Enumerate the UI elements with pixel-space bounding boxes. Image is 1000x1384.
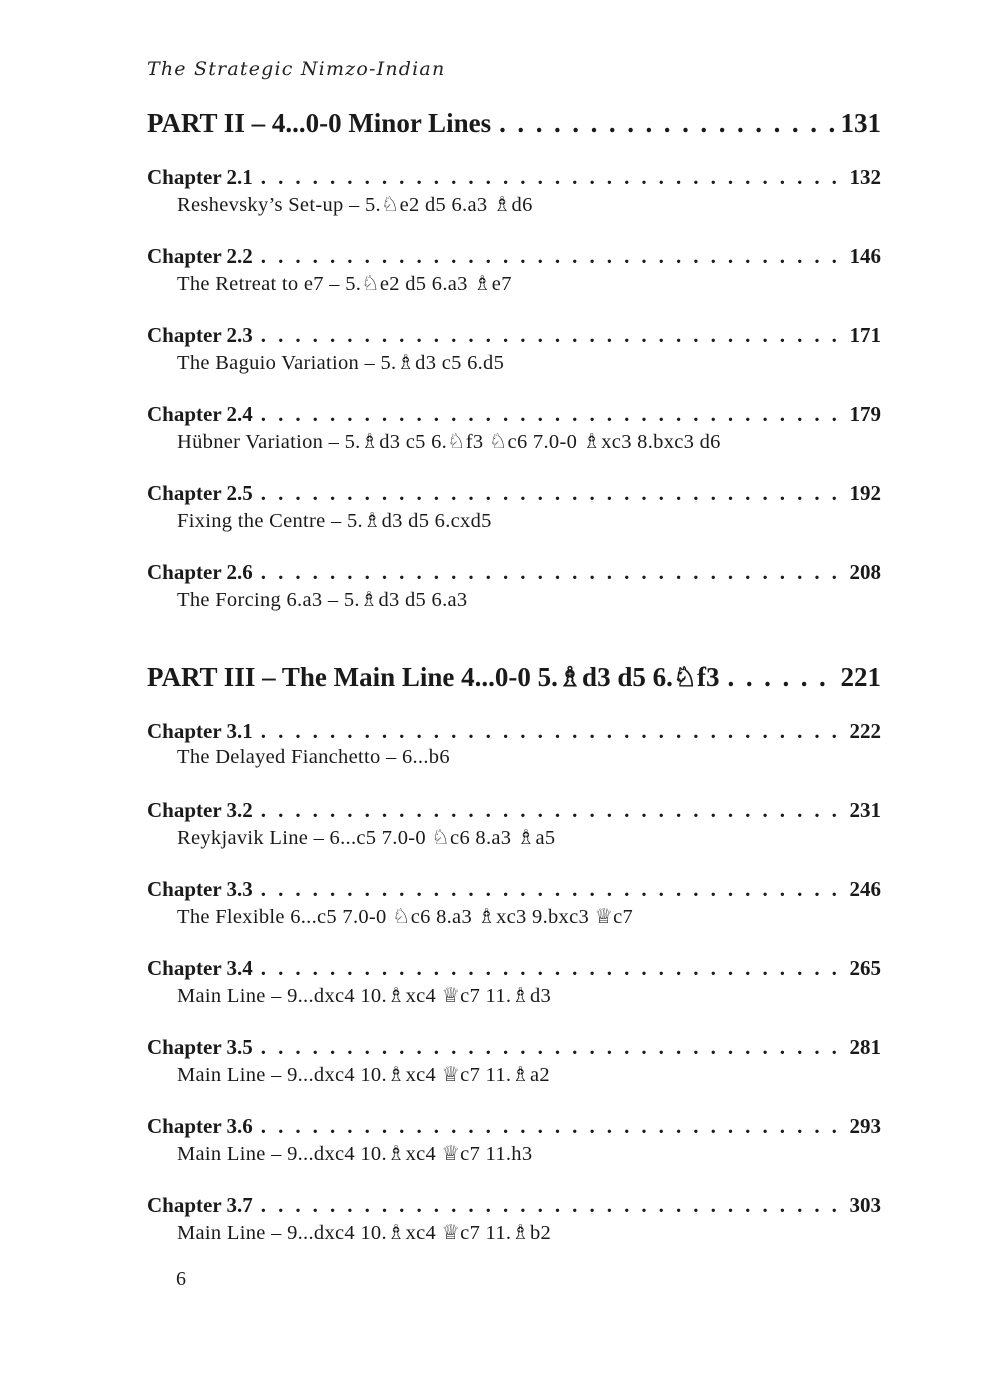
dot-leader (261, 1114, 844, 1139)
chapter-label: Chapter 3.2 (147, 798, 253, 822)
dot-leader (261, 402, 844, 427)
chapter-page: 303 (849, 1193, 881, 1217)
chapter-label: Chapter 2.4 (147, 402, 253, 426)
chapter-label: Chapter 3.7 (147, 1193, 253, 1217)
dot-leader (261, 560, 844, 585)
toc-entry-chapter-3-1[interactable] (147, 719, 881, 769)
chapter-label: Chapter 2.5 (147, 481, 253, 505)
chapter-page: 222 (849, 719, 881, 743)
toc-entry-chapter-3-3[interactable] (147, 877, 881, 929)
toc-entry-chapter-3-2[interactable] (147, 798, 881, 850)
chapter-page: 171 (849, 323, 881, 347)
dot-leader (261, 719, 844, 744)
chapter-page: 179 (849, 402, 881, 426)
chapter-page: 281 (849, 1035, 881, 1059)
running-head: The Strategic Nimzo-Indian (147, 58, 446, 80)
chapter-subtitle: Reykjavik Line – 6...c5 7.0-0 ♘c6 8.a3 ♗a5 (177, 827, 556, 849)
dot-leader (261, 877, 844, 902)
dot-leader (261, 798, 844, 823)
toc-entry-chapter-3-5[interactable] (147, 1035, 881, 1087)
dot-leader (261, 165, 844, 190)
part-heading-3 (147, 662, 881, 693)
dot-leader (261, 323, 844, 348)
dot-leader (261, 956, 844, 981)
part-page: 131 (840, 108, 881, 138)
toc-entry-chapter-2-6[interactable] (147, 560, 881, 612)
chapter-label: Chapter 3.6 (147, 1114, 253, 1138)
chapter-label: Chapter 3.5 (147, 1035, 253, 1059)
chapter-label: Chapter 3.1 (147, 719, 253, 743)
dot-leader (261, 1035, 844, 1060)
chapter-label: Chapter 3.3 (147, 877, 253, 901)
page-number: 6 (176, 1268, 186, 1290)
chapter-label: Chapter 2.6 (147, 560, 253, 584)
chapter-subtitle: Main Line – 9...dxc4 10.♗xc4 ♕c7 11.♗b2 (177, 1222, 552, 1244)
chapter-subtitle: The Delayed Fianchetto – 6...b6 (177, 746, 450, 768)
part-title: PART II – 4...0-0 Minor Lines (147, 108, 492, 138)
chapter-subtitle: Hübner Variation – 5.♗d3 c5 6.♘f3 ♘c6 7.0-0 ♗xc3 8.bxc3 d6 (177, 431, 721, 453)
toc-entry-chapter-2-5[interactable] (147, 481, 881, 533)
chapter-label: Chapter 2.1 (147, 165, 253, 189)
chapter-subtitle: Fixing the Centre – 5.♗d3 d5 6.cxd5 (177, 510, 492, 532)
chapter-subtitle: Main Line – 9...dxc4 10.♗xc4 ♕c7 11.♗a2 (177, 1064, 550, 1086)
dot-leader (728, 662, 835, 693)
toc-entry-chapter-2-1[interactable] (147, 165, 881, 217)
part-heading-2 (147, 108, 881, 139)
chapter-page: 146 (849, 244, 881, 268)
chapter-page: 132 (849, 165, 881, 189)
chapter-page: 208 (849, 560, 881, 584)
chapter-label: Chapter 3.4 (147, 956, 253, 980)
chapter-subtitle: The Flexible 6...c5 7.0-0 ♘c6 8.a3 ♗xc3 9.bxc3 ♕c7 (177, 906, 634, 928)
toc-entry-chapter-2-3[interactable] (147, 323, 881, 375)
chapter-page: 192 (849, 481, 881, 505)
chapter-page: 231 (849, 798, 881, 822)
chapter-page: 265 (849, 956, 881, 980)
chapter-subtitle: Reshevsky’s Set-up – 5.♘e2 d5 6.a3 ♗d6 (177, 194, 533, 216)
chapter-page: 293 (849, 1114, 881, 1138)
chapter-page: 246 (849, 877, 881, 901)
toc-entry-chapter-3-4[interactable] (147, 956, 881, 1008)
dot-leader (499, 108, 834, 139)
chapter-label: Chapter 2.2 (147, 244, 253, 268)
chapter-subtitle: The Retreat to e7 – 5.♘e2 d5 6.a3 ♗e7 (177, 273, 512, 295)
chapter-subtitle: Main Line – 9...dxc4 10.♗xc4 ♕c7 11.♗d3 (177, 985, 552, 1007)
toc-entry-chapter-3-7[interactable] (147, 1193, 881, 1245)
part-page: 221 (840, 662, 881, 692)
toc-entry-chapter-2-4[interactable] (147, 402, 881, 454)
chapter-subtitle: The Baguio Variation – 5.♗d3 c5 6.d5 (177, 352, 505, 374)
chapter-label: Chapter 2.3 (147, 323, 253, 347)
part-title: PART III – The Main Line 4...0-0 5.♗d3 d5 6.♘f3 (147, 662, 720, 692)
dot-leader (261, 1193, 844, 1218)
dot-leader (261, 244, 844, 269)
toc-entry-chapter-3-6[interactable] (147, 1114, 881, 1166)
chapter-subtitle: Main Line – 9...dxc4 10.♗xc4 ♕c7 11.h3 (177, 1143, 533, 1165)
dot-leader (261, 481, 844, 506)
chapter-subtitle: The Forcing 6.a3 – 5.♗d3 d5 6.a3 (177, 589, 468, 611)
toc-entry-chapter-2-2[interactable] (147, 244, 881, 296)
